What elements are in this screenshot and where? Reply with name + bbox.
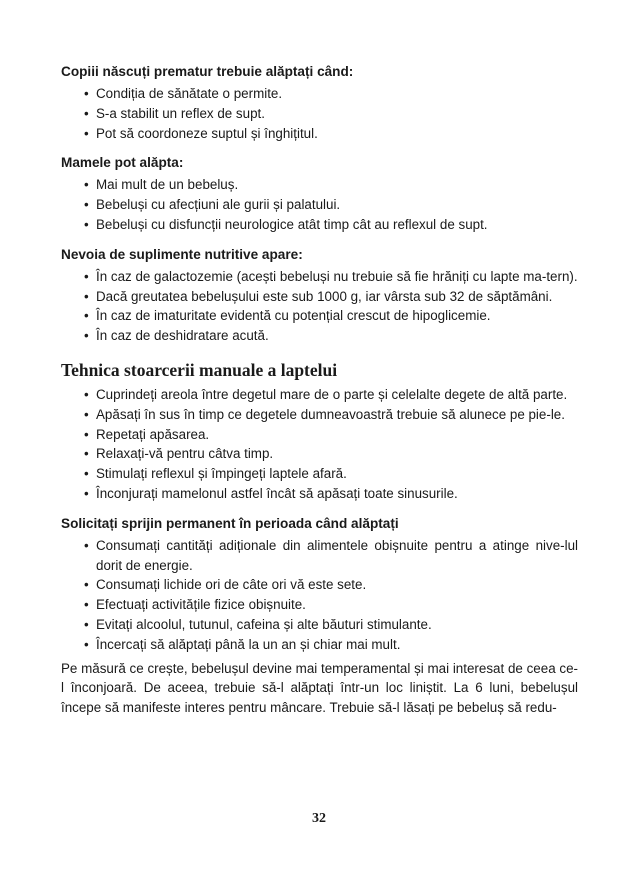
list-item: • Stimulați reflexul și împingeți laptele afară.: [84, 464, 578, 484]
list-item: • În caz de galactozemie (acești bebeluși nu trebuie să fie hrăniți cu lapte ma-tern).: [84, 267, 578, 287]
list-technique: [61, 385, 578, 504]
list-item: • Evitați alcoolul, tutunul, cafeina și alte băuturi stimulante.: [84, 615, 578, 635]
list-item: • Încercați să alăptați până la un an și chiar mai mult.: [84, 635, 578, 655]
list-item: • În caz de imaturitate evidentă cu potențial crescut de hipoglicemie.: [84, 306, 578, 326]
list-item: • Înconjurați mamelonul astfel încât să apăsați toate sinusurile.: [84, 484, 578, 504]
list-item: • Consumați lichide ori de câte ori vă este sete.: [84, 575, 578, 595]
list-item: • Apăsați în sus în timp ce degetele dumneavoastră trebuie să alunece pe pie-le.: [84, 405, 578, 425]
list-item: • În caz de deshidratare acută.: [84, 326, 578, 346]
list-item: • Relaxați-vă pentru câtva timp.: [84, 444, 578, 464]
closing-paragraph: Pe măsură ce crește, bebelușul devine mai temperamental și mai interesat de ceea ce-l înconjoară. De aceea, trebuie să-l alăptați într-un loc liniștit. La 6 luni, bebelușul începe să manifeste interes pentru mâncare. Trebuie să-l lăsați pe bebeluș să redu-: [61, 660, 578, 716]
section-title-expression-technique: Tehnica stoarcerii manuale a laptelui: [61, 359, 338, 380]
list-item: • Consumați cantități adiționale din alimentele obișnuite pentru a atinge nive-lul dorit de energie.: [84, 536, 578, 576]
section-heading-support: Solicitați sprijin permanent în perioada când alăptați: [61, 515, 399, 531]
list-premature: [61, 84, 578, 143]
list-item: • Dacă greutatea bebelușului este sub 1000 g, iar vârsta sub 32 de săptămâni.: [84, 287, 578, 307]
section-heading-premature: Copiii născuți prematur trebuie alăptați când:: [61, 64, 354, 79]
section-heading-mothers: Mamele pot alăpta:: [61, 155, 184, 171]
list-item: • Bebeluși cu afecțiuni ale gurii și palatului.: [84, 195, 578, 215]
list-supplements: [61, 267, 578, 346]
list-mothers: [61, 175, 578, 234]
list-item: • S-a stabilit un reflex de supt.: [84, 104, 578, 124]
list-item: • Pot să coordoneze suptul și înghițitul.: [84, 124, 578, 144]
section-heading-supplements: Nevoia de suplimente nutritive apare:: [61, 246, 303, 262]
list-item: • Efectuați activitățile fizice obișnuite.: [84, 595, 578, 615]
page-number: 32: [312, 811, 326, 826]
list-item: • Bebeluși cu disfuncții neurologice atât timp cât au reflexul de supt.: [84, 215, 578, 235]
list-item: • Condiția de sănătate o permite.: [84, 84, 578, 104]
list-item: • Cuprindeți areola între degetul mare de o parte și celelalte degete de altă parte.: [84, 385, 578, 405]
list-item: • Mai mult de un bebeluș.: [84, 175, 578, 195]
list-item: • Repetați apăsarea.: [84, 425, 578, 445]
list-support: [61, 536, 578, 655]
